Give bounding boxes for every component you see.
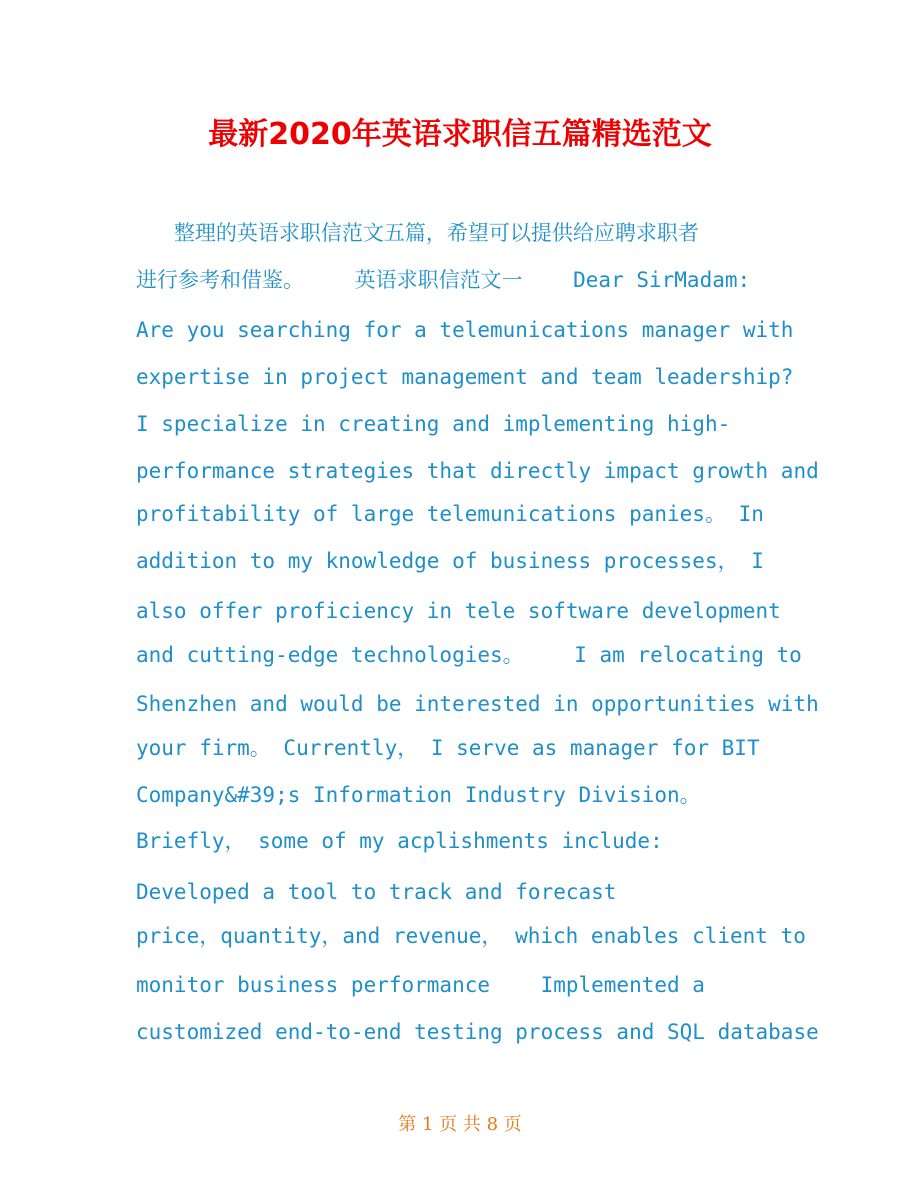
body-line: expertise in project management and team leadership?: [136, 365, 794, 389]
body-line: Developed a tool to track and forecast: [136, 880, 617, 904]
body-line: price，quantity，and revenue， which enables client to: [136, 924, 806, 948]
body-line: Shenzhen and would be interested in opportunities with: [136, 692, 819, 716]
body-line: Are you searching for a telemunications manager with: [136, 318, 794, 342]
body-line: Briefly， some of my acplishments include:: [136, 829, 663, 853]
body-line: Company&#39;s Information Industry Division。: [136, 783, 701, 807]
body-line: 进行参考和借鉴。 英语求职信范文一 Dear SirMadam:: [136, 268, 751, 292]
body-line: monitor business performance Implemented a: [136, 973, 705, 997]
body-line: I specialize in creating and implementing high-: [136, 412, 731, 436]
body-line: performance strategies that directly impact growth and: [136, 459, 819, 483]
body-line: and cutting-edge technologies。 I am relocating to: [136, 643, 802, 667]
body-line: 整理的英语求职信范文五篇，希望可以提供给应聘求职者: [136, 221, 699, 245]
body-line: your firm。 Currently， I serve as manager for BIT: [136, 736, 760, 760]
body-line: addition to my knowledge of business processes， I: [136, 549, 764, 573]
document-title: 最新2020年英语求职信五篇精选范文: [208, 117, 712, 152]
body-line: also offer proficiency in tele software development: [136, 599, 781, 623]
page-number-footer: 第 1 页 共 8 页: [398, 1114, 522, 1135]
body-line: profitability of large telemunications panies。 In: [136, 502, 764, 526]
body-line: customized end-to-end testing process and SQL database: [136, 1020, 819, 1044]
